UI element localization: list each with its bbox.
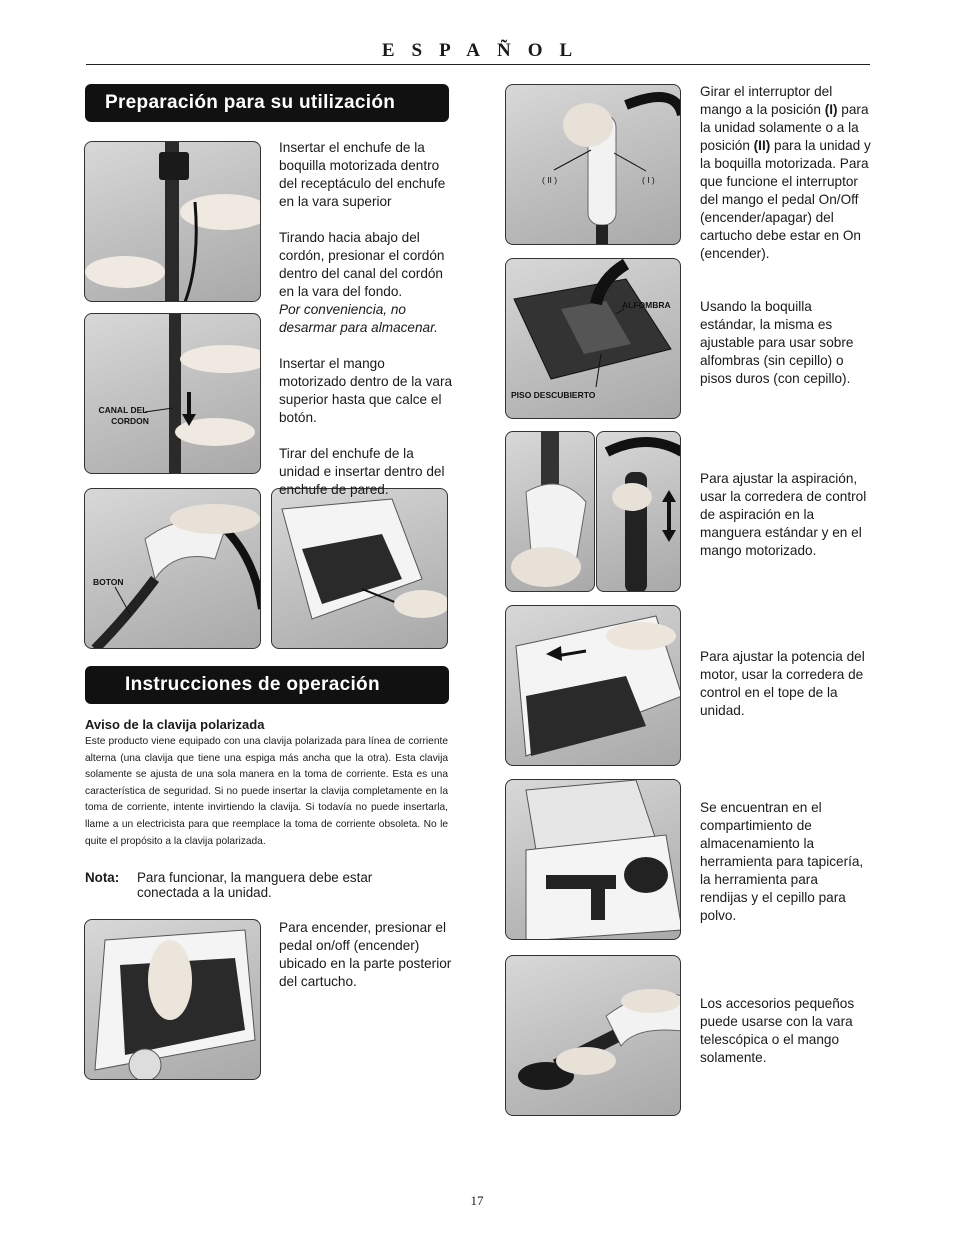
note-text-line1: Para funcionar, la manguera debe estar xyxy=(137,870,373,885)
photo-wall-plug-illustration xyxy=(272,489,448,649)
photo-on-off-pedal xyxy=(84,919,261,1080)
polarized-text: Este producto viene equipado con una clavija polarizada para línea de corriente alterna (una clavija que tiene una espiga más ancha que la otra). Esta clavija solamente se ajusta de una sola manera en la toma de corriente. Esta es una característica de seguridad. Si no puede insertar la clavija completamente en la toma de corriente, intente invirtiendo la clavija. Si todavía no puede insertarla, llame a un electricista para que reemplace la toma de corriente obsoleta. No le quite el propósito a la clavija polarizada. xyxy=(85,736,448,847)
label-position-i: ( I ) xyxy=(642,175,655,185)
accessories-text: Los accesorios pequeños puede usarse con la vara telescópica o el mango solamente. xyxy=(700,996,855,1065)
photo-suction-slider-illustration xyxy=(597,432,681,592)
language-header: ESPAÑOL xyxy=(381,40,590,61)
photo-power-handle xyxy=(84,488,261,649)
step2-text: Tirando hacia abajo del cordón, presionar el cordón dentro del canal del cordón en la vara del fondo. xyxy=(279,230,445,299)
photo-plug-insert-illustration xyxy=(85,142,261,302)
label-bare-floor: PISO DESCUBIERTO xyxy=(511,390,596,400)
photo-storage-compartment xyxy=(505,779,681,940)
label-position-ii: ( II ) xyxy=(542,175,558,185)
suction-text: Para ajustar la aspiración, usar la corredera de control de aspiración en la manguera estándar y en el mango motorizado. xyxy=(700,471,867,558)
storage-text: Se encuentran en el compartimiento de almacenamiento la herramienta para tapicería, la herramienta para rendijas y el cepillo para polvo. xyxy=(700,800,864,923)
step2-note: Por conveniencia, no desarmar para almacenar. xyxy=(279,302,438,335)
photo-suction-slider xyxy=(596,431,681,592)
switch-text-c: para la unidad y la boquilla motorizada. Para que funcione el interruptor del mango el pedal On/Off (encender/apagar) del cartucho debe estar en On (encender). xyxy=(700,138,871,261)
photo-motor-control xyxy=(505,605,681,766)
step4-text: Tirar del enchufe de la unidad e insertar dentro del enchufe de pared. xyxy=(279,446,445,497)
photo-motor-control-illustration xyxy=(506,606,681,766)
header-rule xyxy=(86,64,870,65)
preparation-title: Preparación para su utilización xyxy=(105,92,396,113)
photo-handle-switch xyxy=(505,84,681,245)
power-on-text: Para encender, presionar el pedal on/off (encender) ubicado en la parte posterior del cartucho. xyxy=(279,920,452,989)
photo-storage-compartment-illustration xyxy=(506,780,681,940)
photo-suction-handle-illustration xyxy=(506,432,595,592)
photo-floor-nozzle xyxy=(505,258,681,419)
photo-small-accessories xyxy=(505,955,681,1116)
operation-title: Instrucciones de operación xyxy=(125,674,380,695)
note-text-line2: conectada a la unidad. xyxy=(137,885,272,900)
switch-position-2: (II) xyxy=(753,138,771,153)
note-label: Nota: xyxy=(85,870,120,885)
photo-wall-plug xyxy=(271,488,448,649)
switch-text-a: Girar el interruptor del mango a la posición xyxy=(700,84,833,117)
motor-text: Para ajustar la potencia del motor, usar la corredera de control en el tope de la unidad. xyxy=(700,649,865,718)
switch-text xyxy=(700,83,872,263)
label-cord-channel-line1: CANAL DEL xyxy=(98,405,148,415)
label-button: BOTON xyxy=(93,577,124,587)
label-carpet: ALFOMBRA xyxy=(622,300,671,310)
switch-text-b: para la unidad solamente o a la posición xyxy=(700,102,869,153)
step1-text: Insertar el enchufe de la boquilla motorizada dentro del receptáculo del enchufe en la vara superior xyxy=(279,140,446,209)
photo-suction-handle xyxy=(505,431,595,592)
photo-small-accessories-illustration xyxy=(506,956,681,1116)
photo-handle-switch-illustration xyxy=(506,85,681,245)
switch-position-1: (I) xyxy=(824,102,838,117)
preparation-banner xyxy=(85,84,449,122)
page-number: 17 xyxy=(470,1193,484,1208)
operation-banner xyxy=(85,666,449,704)
photo-on-off-pedal-illustration xyxy=(85,920,261,1080)
photo-cord-channel-illustration xyxy=(85,314,261,474)
step3-text: Insertar el mango motorizado dentro de la vara superior hasta que calce el botón. xyxy=(279,356,453,425)
nozzle-text: Usando la boquilla estándar, la misma es ajustable para usar sobre alfombras (sin cepillo) o pisos duros (con cepillo). xyxy=(700,299,854,386)
label-cord-channel xyxy=(88,405,158,427)
photo-plug-insert xyxy=(84,141,261,302)
label-cord-channel-line2: CORDON xyxy=(111,416,149,426)
note-text xyxy=(137,870,437,900)
photo-power-handle-illustration xyxy=(85,489,261,649)
polarized-title: Aviso de la clavija polarizada xyxy=(85,717,265,732)
left-steps-text xyxy=(279,139,454,499)
photo-cord-channel xyxy=(84,313,261,474)
